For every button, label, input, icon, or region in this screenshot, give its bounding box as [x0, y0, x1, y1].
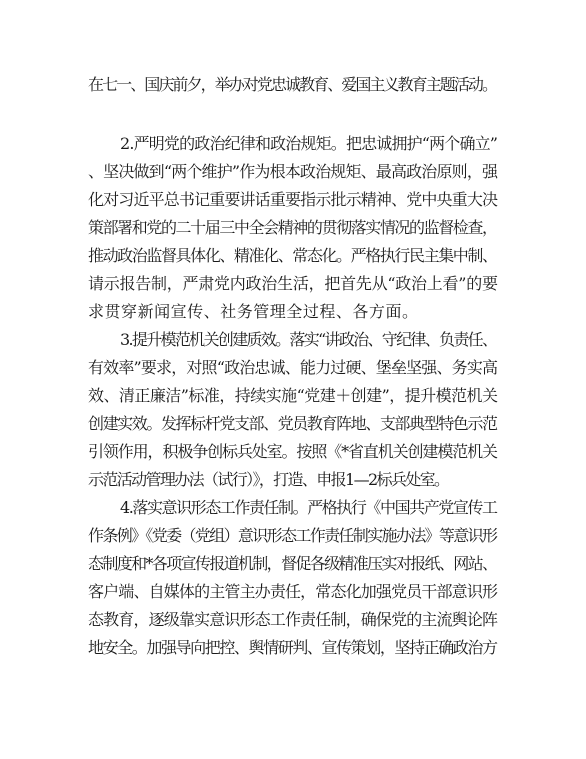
text-line: 求贯穿新闻宣传、社务管理全过程、各方面。 [88, 302, 419, 321]
text-line: 推动政治监督具体化、精准化、常态化。严格执行民主集中制、 [88, 246, 497, 265]
text-line: 效、清正廉洁”标准，持续实施“党建＋创建”，提升模范机关 [88, 386, 498, 405]
text-line: 地安全。加强导向把控、舆情研判、宣传策划，坚持正确政治方 [88, 638, 497, 657]
text-line: 引领作用，积极争创标兵处室。按照《*省直机关创建模范机关 [88, 442, 497, 461]
text-line: 、坚决做到“两个维护”作为根本政治规矩、最高政治原则，强 [88, 162, 498, 181]
text-line: 创建实效。发挥标杆党支部、党员教育阵地、支部典型特色示范 [88, 414, 497, 433]
paragraph-4-heading-line: 4.落实意识形态工作责任制。严格执行《中国共产党宣传工 [120, 498, 497, 517]
text-line: 化对习近平总书记重要讲话重要指示批示精神、党中央重大决 [88, 190, 498, 209]
text-line: 态制度和*各项宣传报道机制，督促各级精准压实对报纸、网站、 [88, 554, 497, 573]
paragraph-2-heading-line: 2.严明党的政治纪律和政治规矩。把忠诚拥护“两个确立” [120, 134, 498, 153]
text-line: 示范活动管理办法（试行）》，打造、申报1—2标兵处室。 [88, 470, 449, 489]
text-line: 态教育，逐级靠实意识形态工作责任制，确保党的主流舆论阵 [88, 610, 498, 629]
text-line: 作条例》《党委（党组）意识形态工作责任制实施办法》等意识形 [88, 526, 497, 545]
text-line: 客户端、自媒体的主管主办责任，常态化加强党员干部意识形 [88, 582, 498, 601]
paragraph-3-heading-line: 3.提升模范机关创建质效。落实“讲政治、守纪律、负责任、 [120, 330, 497, 349]
text-line: 在七一、国庆前夕，举办对党忠诚教育、爱国主义教育主题活动。 [88, 75, 497, 94]
text-line: 有效率”要求，对照“政治忠诚、能力过硬、堡垒坚强、务实高 [88, 358, 498, 377]
text-line: 请示报告制，严肃党内政治生活，把首先从“政治上看”的要 [88, 274, 498, 293]
text-line: 策部署和党的二十届三中全会精神的贯彻落实情况的监督检查， [88, 218, 497, 237]
